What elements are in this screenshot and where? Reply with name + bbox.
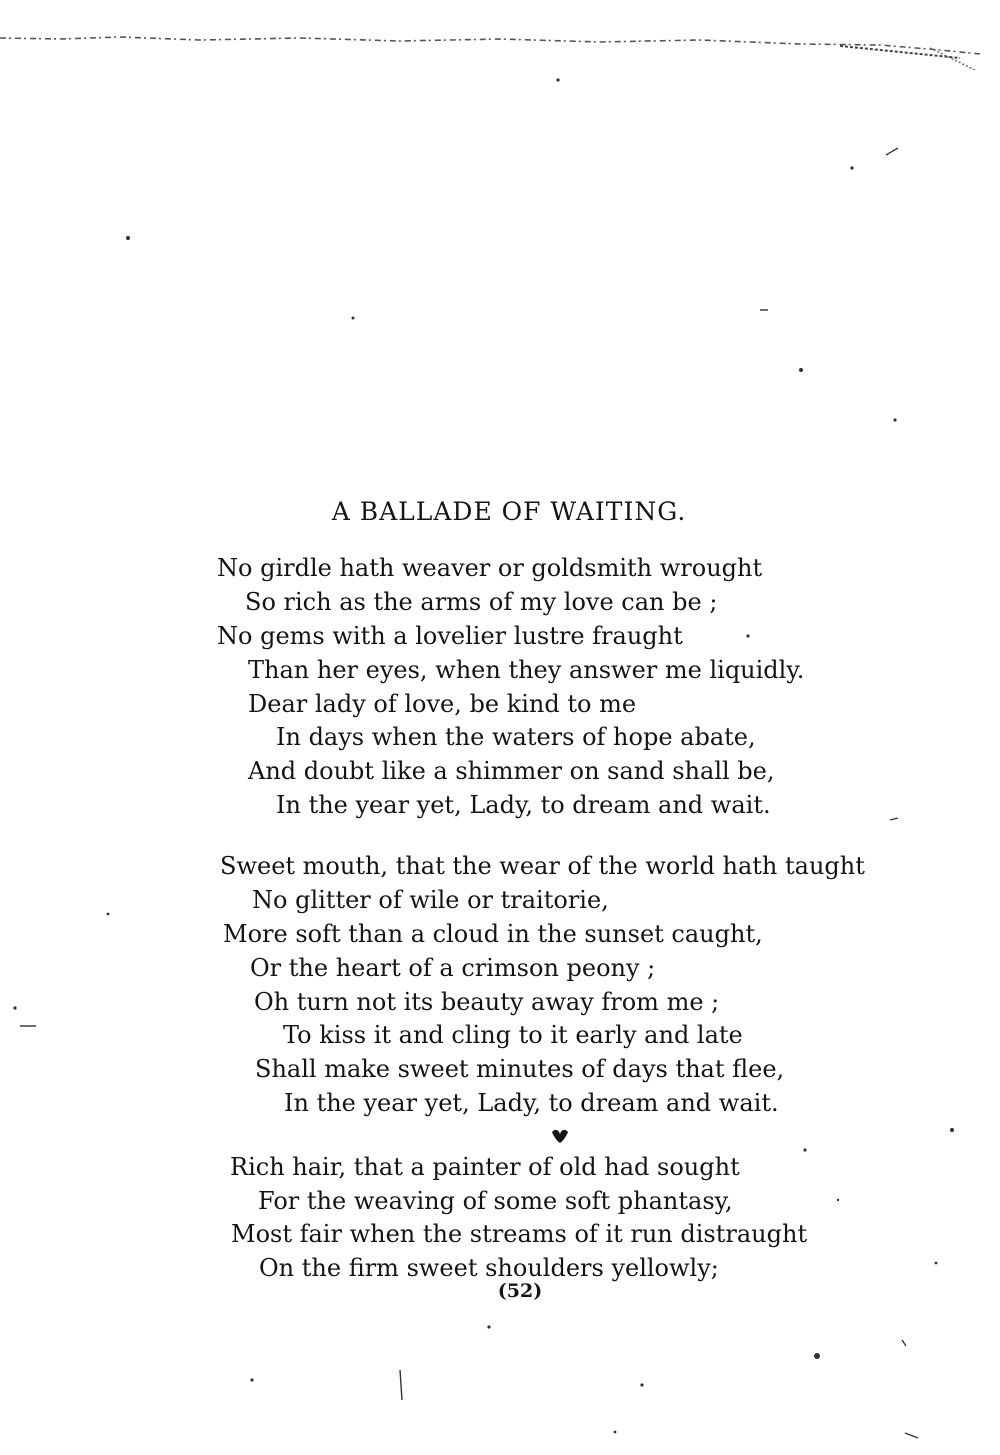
poem-title: A BALLADE OF WAITING.: [331, 497, 687, 526]
poem-line: No gems with a lovelier lustre fraught: [217, 622, 683, 650]
poem-line: Rich hair, that a painter of old had sought: [230, 1153, 740, 1181]
poem-line: In the year yet, Lady, to dream and wait.: [276, 791, 771, 819]
poem-line: Most fair when the streams of it run distraught: [231, 1220, 808, 1248]
page-number: (52): [497, 1280, 543, 1302]
poem-line: On the firm sweet shoulders yellowly;: [259, 1254, 719, 1282]
poem-line: In the year yet, Lady, to dream and wait.: [284, 1089, 779, 1117]
poem-line: Dear lady of love, be kind to me: [248, 690, 637, 718]
poem-line: More soft than a cloud in the sunset caught,: [223, 920, 763, 948]
poem-line: For the weaving of some soft phantasy,: [258, 1187, 733, 1215]
poem-line: Or the heart of a crimson peony ;: [250, 954, 656, 982]
poem-line: Sweet mouth, that the wear of the world hath taught: [220, 852, 865, 880]
poem-line: Than her eyes, when they answer me liquidly.: [248, 656, 805, 684]
poem-line: Shall make sweet minutes of days that flee,: [255, 1055, 785, 1083]
poem-line: No glitter of wile or traitorie,: [252, 886, 609, 914]
poem-line: No girdle hath weaver or goldsmith wrought: [217, 554, 763, 582]
poem-line: Oh turn not its beauty away from me ;: [254, 988, 720, 1016]
poem-line: And doubt like a shimmer on sand shall be,: [248, 757, 775, 785]
poem-line: So rich as the arms of my love can be ;: [245, 588, 718, 616]
scan-edge-noise: [0, 30, 1000, 70]
poem-line: In days when the waters of hope abate,: [276, 723, 756, 751]
poem-line: To kiss it and cling to it early and late: [283, 1021, 743, 1049]
fleuron-icon: [549, 1124, 571, 1146]
